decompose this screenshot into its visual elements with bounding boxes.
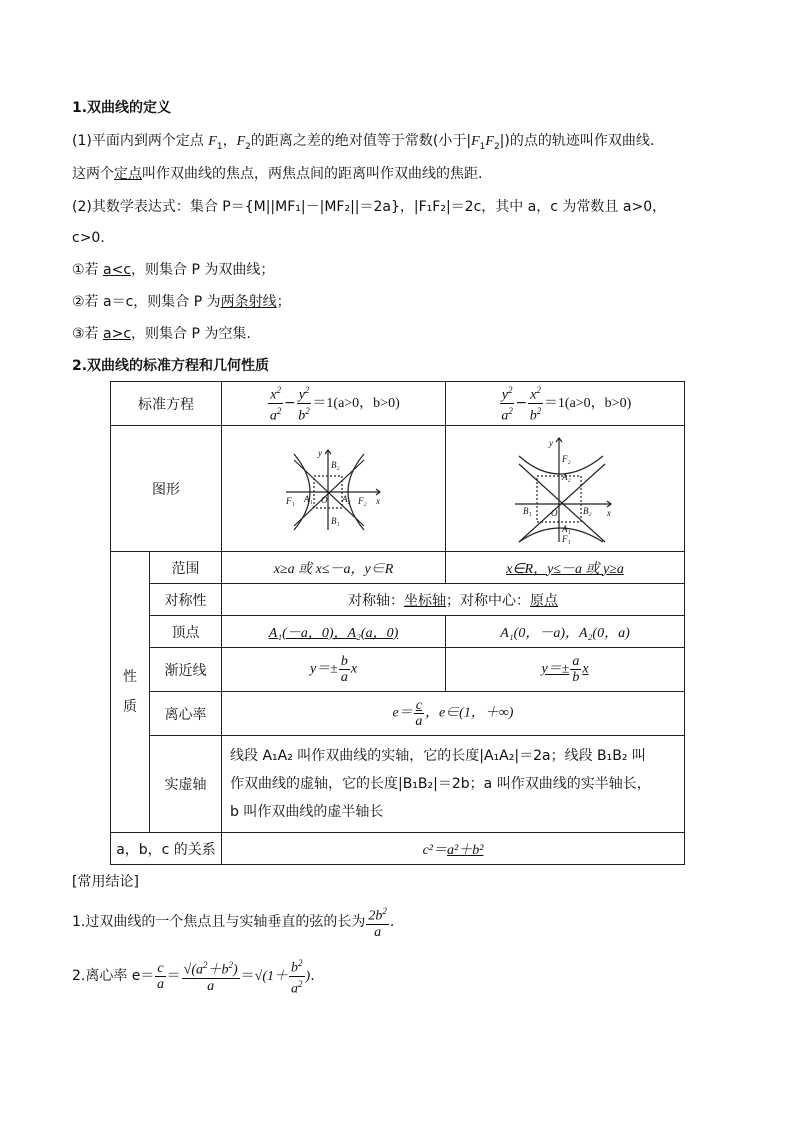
svg-text:O: O <box>551 507 558 518</box>
section1-title: 1.双曲线的定义 <box>72 100 172 116</box>
range-horizontal: x≥a 或 x≤－a，y∈R <box>222 552 446 584</box>
equation-vertical: $\frac{y^2}{a^2}$ − $\frac{x^2}{b^2}$ ＝1(a>0，b>0) <box>446 382 685 426</box>
conclusions-title: [常用结论] <box>72 874 139 890</box>
svg-text:y: y <box>317 447 322 458</box>
row-symmetry: 对称性 <box>150 584 222 616</box>
section2-title: 2.双曲线的标准方程和几何性质 <box>72 358 270 374</box>
svg-text:x: x <box>375 495 380 506</box>
properties-table <box>110 381 685 865</box>
svg-text:F₂: F₂ <box>562 453 571 464</box>
set-expression-line-2: c>0. <box>72 230 105 246</box>
case-3: ③若 a>c，则集合 P 为空集. <box>72 326 251 342</box>
svg-text:O: O <box>320 494 327 505</box>
svg-text:B₁: B₁ <box>330 515 340 526</box>
row-axes: 实虚轴 <box>150 736 222 833</box>
svg-text:A₂: A₂ <box>562 471 571 482</box>
conclusion-1: 1.过双曲线的一个焦点且与实轴垂直的弦的长为 $\frac{2b^2}{a}$ . <box>72 906 395 940</box>
range-vertical: x∈R，y≤－a 或 y≥a <box>446 552 685 584</box>
asymptote-horizontal: y＝± $\frac{b}{a}$ x <box>222 648 446 692</box>
svg-text:B₂: B₂ <box>330 459 340 470</box>
svg-text:x: x <box>607 507 611 518</box>
svg-text:y: y <box>549 437 553 448</box>
svg-text:A₂: A₂ <box>341 493 351 504</box>
conclusion-2: 2.离心率 e＝ $\frac{c}{a}$ ＝ $\frac{√(a^2+b^2)}{a}$ ＝√(1＋ $\frac{b^2}{a^2}$ ). <box>72 958 315 997</box>
graph-vertical-hyperbola <box>446 426 685 552</box>
asymptote-vertical: y＝± $\frac{a}{b}$ x <box>446 648 685 692</box>
svg-text:A₁: A₁ <box>562 523 571 534</box>
row-abc-relation: a，b，c 的关系 <box>111 833 222 865</box>
row-asymptote: 渐近线 <box>150 648 222 692</box>
header-graph: 图形 <box>111 426 222 552</box>
vertex-vertical: A₁(0，－a)，A₂(0，a) <box>446 616 685 648</box>
row-range: 范围 <box>150 552 222 584</box>
axes-description: 线段 A₁A₂ 叫作双曲线的实轴，它的长度|A₁A₂|＝2a；线段 B₁B₂ 叫 作双曲线的虚轴，它的长度|B₁B₂|＝2b；a 叫作双曲线的实半轴长， b 叫作双曲线的虚半轴长 <box>222 736 685 833</box>
case-2: ②若 a＝c，则集合 P 为两条射线； <box>72 294 291 310</box>
svg-text:B₂: B₂ <box>583 505 592 516</box>
header-properties: 性质 <box>111 552 150 833</box>
row-eccentricity: 离心率 <box>150 692 222 736</box>
definition-line-2: 这两个定点叫作双曲线的焦点，两焦点间的距离叫作双曲线的焦距. <box>72 166 483 182</box>
equation-horizontal: $\frac{x^2}{a^2}$ − $\frac{y^2}{b^2}$ ＝1(a>0，b>0) <box>222 382 446 426</box>
definition-line-1: (1)平面内到两个定点 $F_1$，$F_2$的距离之差的绝对值等于常数(小于$|F_1F_2|$)的点的轨迹叫作双曲线. <box>72 133 655 152</box>
svg-text:F₁: F₁ <box>562 533 571 544</box>
graph-horizontal-hyperbola <box>222 426 446 552</box>
set-expression-line: (2)其数学表达式：集合 P＝{M||MF₁|－|MF₂||＝2a}，|F₁F₂|＝2c，其中 a，c 为常数且 a>0， <box>72 199 667 215</box>
svg-text:A₁: A₁ <box>303 493 313 504</box>
eccentricity-value: e＝ $\frac{c}{a}$ ，e∈(1，＋∞) <box>222 692 685 736</box>
header-standard-equation: 标准方程 <box>111 382 222 426</box>
row-vertex: 顶点 <box>150 616 222 648</box>
svg-text:B₁: B₁ <box>523 505 532 516</box>
vertex-horizontal: A₁(－a，0)，A₂(a，0) <box>222 616 446 648</box>
svg-text:F₁: F₁ <box>285 495 295 506</box>
abc-relation-value: c²＝a²＋b² <box>222 833 685 865</box>
svg-text:F₂: F₂ <box>357 495 367 506</box>
case-1: ①若 a<c，则集合 P 为双曲线； <box>72 262 275 278</box>
symmetry-value: 对称轴：坐标轴；对称中心：原点 <box>222 584 685 616</box>
